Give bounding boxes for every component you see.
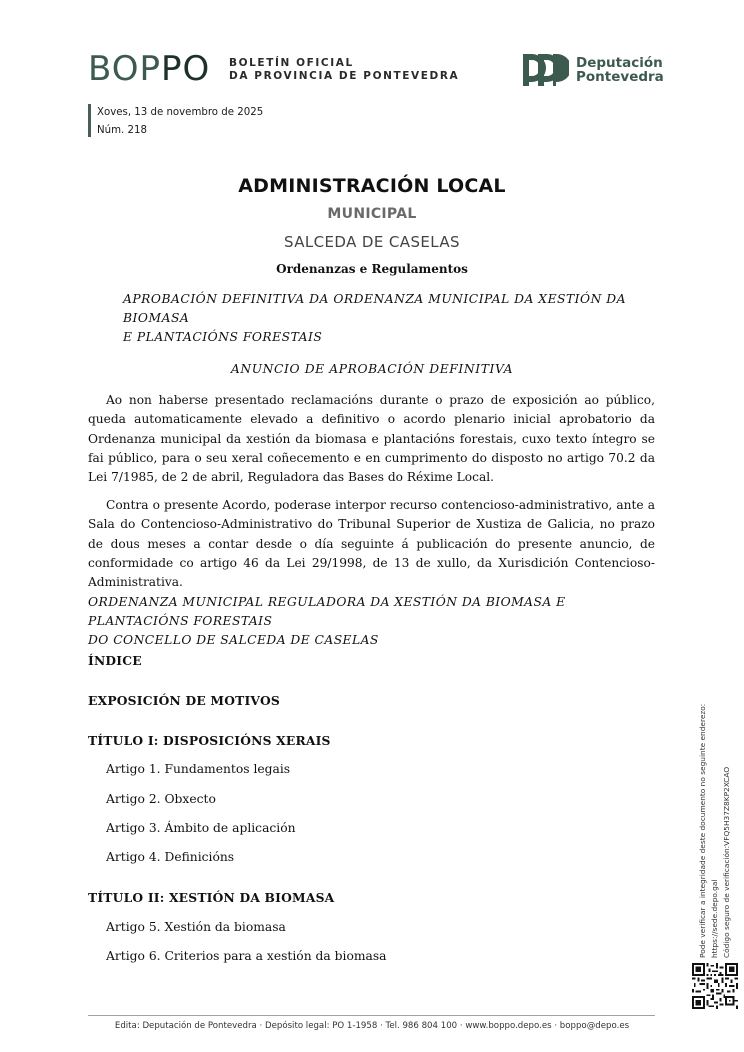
publisher-line2: Pontevedra bbox=[576, 69, 664, 85]
footer-divider bbox=[88, 1015, 655, 1016]
logo-text-bop: BOP bbox=[88, 49, 161, 89]
subsection-heading: MUNICIPAL bbox=[327, 206, 417, 222]
toc-item: Artigo 2. Obxecto bbox=[106, 792, 216, 806]
toc-title2-heading: TÍTULO II: XESTIÓN DA BIOMASA bbox=[88, 890, 335, 905]
toc-item: Artigo 1. Fundamentos legais bbox=[106, 762, 291, 776]
approval-title bbox=[123, 290, 633, 347]
bulletin-subtitle-line1: BOLETÍN OFICIAL bbox=[229, 57, 354, 69]
issue-info bbox=[97, 104, 263, 140]
deputacion-name bbox=[576, 56, 664, 84]
footer-text: Edita: Deputación de Pontevedra · Depósito legal: PO 1-1958 · Tel. 986 804 100 · www.boppo.depo.es · boppo@depo.es bbox=[114, 1021, 630, 1031]
paragraph-2: Contra o presente Acordo, poderase interpor recurso contencioso-administrativo, ante a Sala do Contencioso-Administrativo do Tribunal Superior de Xustiza de Galicia, no prazo de dous meses a contar desde o día seguinte á publicación do presente anuncio, de conformidade co artigo 46 da Lei 29/1998, de 13 de xullo, da Xurisdición Contencioso-Administrativa. bbox=[88, 498, 655, 590]
bulletin-subtitle bbox=[229, 57, 459, 83]
approval-title-line1: APROBACIÓN DEFINITIVA DA ORDENANZA MUNICIPAL DA XESTIÓN DA BIOMASA bbox=[123, 292, 627, 325]
date-accent-bar bbox=[88, 104, 91, 137]
logo-text-po: PO bbox=[161, 49, 211, 89]
paragraph-1: Ao non haberse presentado reclamacións durante o prazo de exposición ao público, queda automaticamente elevado a definitivo o acordo plenario inicial aprobatorio da Ordenanza municipal da xestión da biomasa e plantacións forestais, cuxo texto íntegro se fai público, para o seu xeral coñecemento e en cumprimento do disposto no artigo 70.2 da Lei 7/1985, de 2 de abril, Reguladora das Bases do Réxime Local. bbox=[88, 393, 655, 485]
toc-title1-heading: TÍTULO I: DISPOSICIÓNS XERAIS bbox=[88, 733, 331, 748]
section-heading: ADMINISTRACIÓN LOCAL bbox=[238, 175, 506, 197]
ordinance-title-line2: DO CONCELLO DE SALCEDA DE CASELAS bbox=[88, 633, 379, 647]
ordinance-title-line1: ORDENANZA MUNICIPAL REGULADORA DA XESTIÓN DA BIOMASA E PLANTACIÓNS FORESTAIS bbox=[88, 595, 566, 628]
toc-index-heading: ÍNDICE bbox=[88, 653, 142, 668]
publisher-line1: Deputación bbox=[576, 55, 663, 71]
verify-url[interactable]: https://sede.depo.gal bbox=[710, 879, 719, 958]
approval-title-line2: E PLANTACIÓNS FORESTAIS bbox=[123, 330, 323, 344]
announcement-title: ANUNCIO DE APROBACIÓN DEFINITIVA bbox=[230, 362, 514, 376]
ordinance-title bbox=[88, 593, 668, 650]
category-heading: Ordenanzas e Regulamentos bbox=[276, 262, 468, 276]
verify-code: Código seguro de verificación:VFQ5H37Z8KP2XCAO bbox=[722, 766, 731, 958]
deputacion-logo bbox=[521, 50, 664, 90]
issue-date: Xoves, 13 de novembro de 2025 bbox=[97, 107, 264, 118]
toc-item: Artigo 6. Criterios para a xestión da biomasa bbox=[106, 949, 387, 963]
toc-item: Artigo 5. Xestión da biomasa bbox=[106, 920, 286, 934]
deputacion-emblem-icon bbox=[521, 50, 569, 90]
boppo-logo bbox=[88, 50, 210, 88]
verify-text: Pode verificar a integridade deste documento no seguinte enderezo: bbox=[698, 703, 707, 958]
toc-item: Artigo 3. Ámbito de aplicación bbox=[106, 821, 296, 835]
issue-number: Núm. 218 bbox=[97, 125, 147, 136]
toc-item: Artigo 4. Definicións bbox=[106, 850, 235, 864]
bulletin-subtitle-line2: DA PROVINCIA DE PONTEVEDRA bbox=[229, 70, 460, 82]
municipality-heading: SALCEDA DE CASELAS bbox=[284, 233, 460, 251]
toc-motives-heading: EXPOSICIÓN DE MOTIVOS bbox=[88, 693, 280, 708]
qr-code-icon[interactable] bbox=[692, 963, 738, 1009]
